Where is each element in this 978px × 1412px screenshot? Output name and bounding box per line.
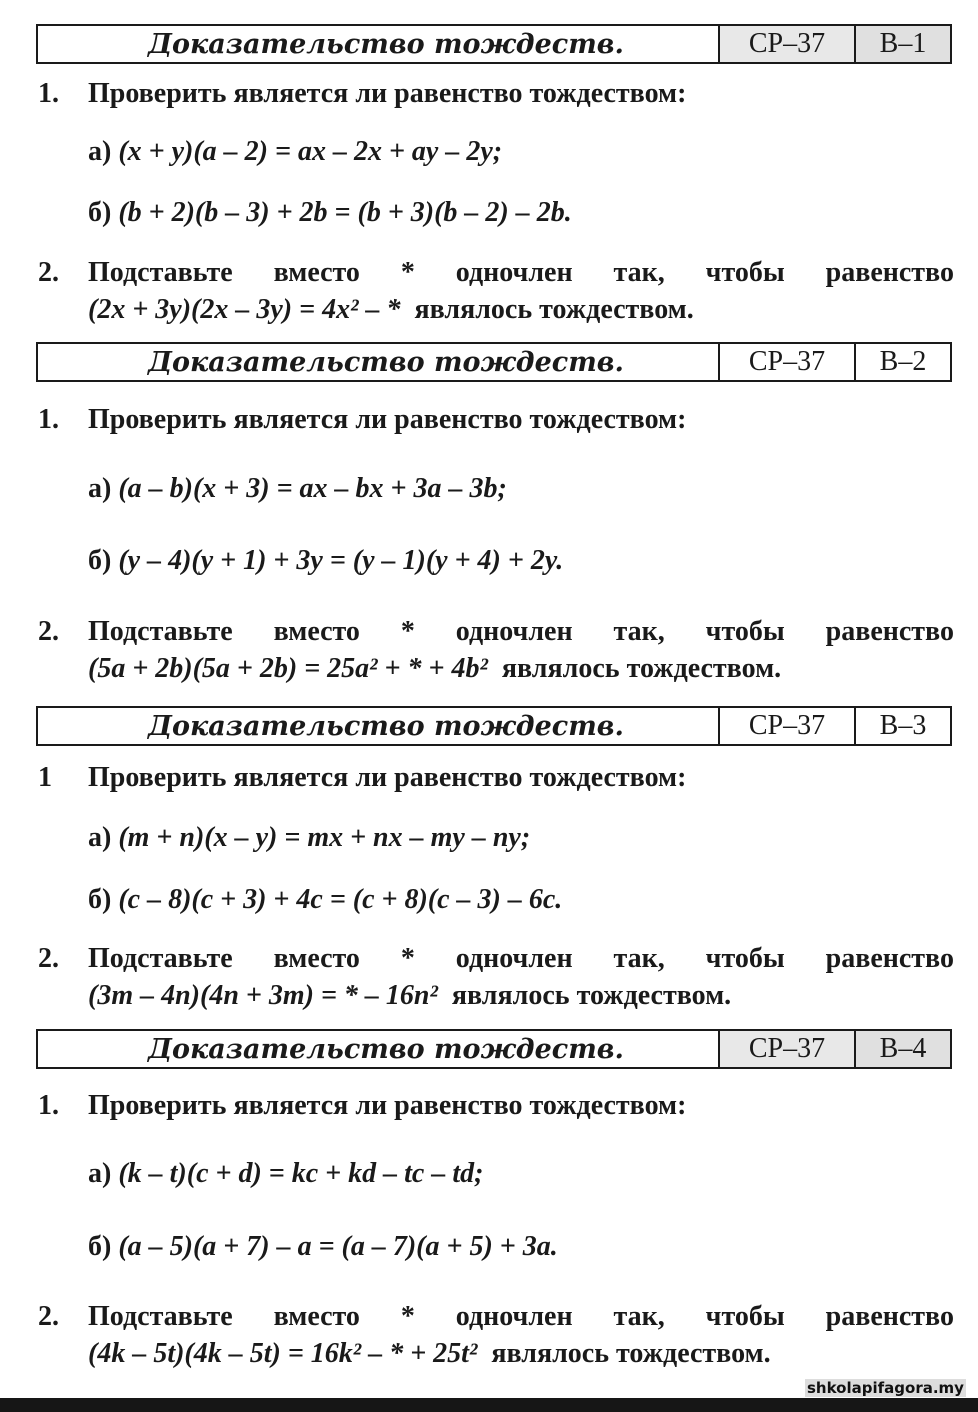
task-continuation (88, 980, 731, 1012)
subtask-label: а) (88, 1158, 112, 1189)
task-text: Подставьте вместо * одночлен так, чтобы равенство (88, 943, 954, 974)
variant-label: В–4 (854, 1031, 950, 1067)
work-code: СР–37 (718, 344, 854, 380)
section-title: Доказательство тождеств. (148, 28, 624, 60)
variant-label: В–2 (854, 344, 950, 380)
task-number: 2. (38, 616, 59, 647)
task-text: Проверить является ли равенство тождеством: (88, 762, 687, 793)
equation: (c – 8)(c + 3) + 4c = (c + 8)(c – 3) – 6c. (118, 884, 563, 915)
task-text: Проверить является ли равенство тождеством: (88, 1090, 687, 1121)
work-code: СР–37 (718, 708, 854, 744)
subtask-a (88, 136, 502, 168)
subtask-label: а) (88, 136, 112, 167)
subtask-label: а) (88, 473, 112, 504)
subtask-label: б) (88, 1231, 112, 1262)
equation: (m + n)(x – y) = mx + nx – my – ny; (118, 822, 531, 853)
task-text: Проверить является ли равенство тождеством: (88, 404, 687, 435)
subtask-label: б) (88, 197, 112, 228)
task-number: 1. (38, 404, 59, 435)
task-text: Подставьте вместо * одночлен так, чтобы равенство (88, 257, 954, 288)
task-number: 2. (38, 1301, 59, 1332)
task-continuation (88, 294, 694, 326)
task-suffix: являлось тождеством. (491, 1338, 771, 1369)
subtask-b (88, 197, 572, 229)
task-number: 1. (38, 78, 59, 109)
task-number: 2. (38, 943, 59, 974)
equation: (b + 2)(b – 3) + 2b = (b + 3)(b – 2) – 2b. (118, 197, 572, 228)
equation: (k – t)(c + d) = kc + kd – tc – td; (118, 1158, 484, 1189)
equation: (x + y)(a – 2) = ax – 2x + ay – 2y; (118, 136, 503, 167)
subtask-b (88, 545, 563, 577)
work-code: СР–37 (718, 26, 854, 62)
task-number: 1. (38, 1090, 59, 1121)
task-text: Подставьте вместо * одночлен так, чтобы равенство (88, 616, 954, 647)
task-text: Подставьте вместо * одночлен так, чтобы равенство (88, 1301, 954, 1332)
work-code: СР–37 (718, 1031, 854, 1067)
subtask-label: б) (88, 545, 112, 576)
section-header-v2 (36, 342, 952, 382)
subtask-b (88, 1231, 558, 1263)
section-title: Доказательство тождеств. (148, 346, 624, 378)
equation: (4k – 5t)(4k – 5t) = 16k² – * + 25t² (88, 1338, 478, 1369)
section-header-v1 (36, 24, 952, 64)
equation: (a – 5)(a + 7) – a = (a – 7)(a + 5) + 3a. (118, 1231, 558, 1262)
subtask-b (88, 884, 562, 916)
task-suffix: являлось тождеством. (501, 653, 782, 684)
section-title: Доказательство тождеств. (148, 710, 624, 742)
section-header-v3 (36, 706, 952, 746)
equation: (a – b)(x + 3) = ax – bx + 3a – 3b; (118, 473, 507, 504)
variant-label: В–3 (854, 708, 950, 744)
subtask-label: а) (88, 822, 112, 853)
task-number: 1 (38, 762, 52, 793)
equation: (2x + 3y)(2x – 3y) = 4x² – * (88, 294, 401, 325)
task-suffix: являлось тождеством. (451, 980, 732, 1011)
task-text: Проверить является ли равенство тождеством: (88, 78, 687, 109)
watermark: shkolapifagora.my (807, 1379, 964, 1397)
subtask-label: б) (88, 884, 112, 915)
task-continuation (88, 1338, 771, 1370)
section-header-v4 (36, 1029, 952, 1069)
section-title: Доказательство тождеств. (148, 1033, 624, 1065)
equation: (y – 4)(y + 1) + 3y = (y – 1)(y + 4) + 2y. (118, 545, 564, 576)
task-suffix: являлось тождеством. (414, 294, 694, 325)
equation: (5a + 2b)(5a + 2b) = 25a² + * + 4b² (88, 653, 488, 684)
subtask-a (88, 1158, 483, 1190)
task-continuation (88, 653, 781, 685)
variant-label: В–1 (854, 26, 950, 62)
bottom-bar (0, 1398, 978, 1412)
subtask-a (88, 822, 530, 854)
equation: (3m – 4n)(4n + 3m) = * – 16n² (88, 980, 438, 1011)
subtask-a (88, 473, 507, 505)
task-number: 2. (38, 257, 59, 288)
